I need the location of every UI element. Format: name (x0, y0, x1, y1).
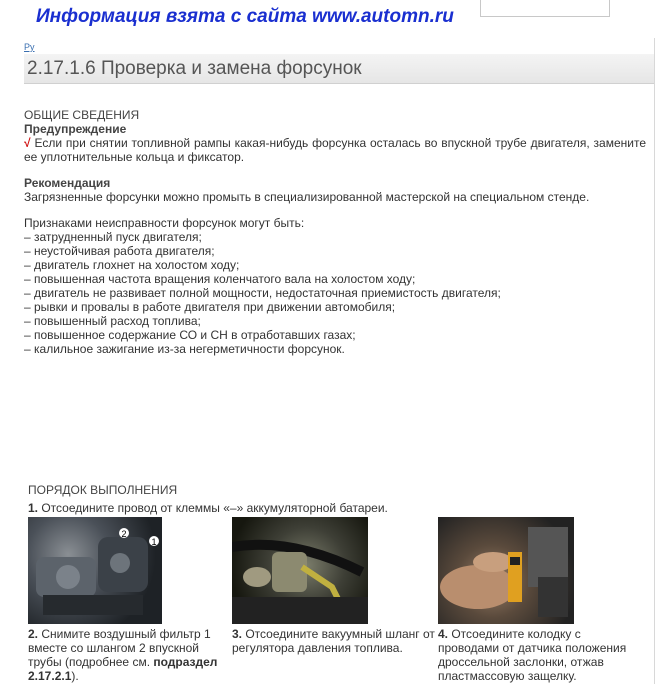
source-banner (28, 0, 480, 40)
engine-air-filter-illustration (28, 517, 162, 624)
recommendation-text: Загрязненные форсунки можно промыть в специализированной мастерской на специальном стенде. (24, 190, 590, 204)
warning-text: Если при снятии топливной рампы какая-нибудь форсунка осталась во впускной трубе двигателя, замените ее уплотнительные кольца и фиксатор. (24, 136, 646, 164)
procedure-heading: ПОРЯДОК ВЫПОЛНЕНИЯ (28, 483, 178, 497)
vacuum-hose-illustration (232, 517, 368, 624)
step-1 (28, 501, 388, 515)
step-1-text: Отсоедините провод от клеммы «–» аккумуляторной батареи. (38, 501, 388, 515)
article-body (24, 108, 646, 356)
step-2-end: ). (71, 669, 79, 683)
general-heading: ОБЩИЕ СВЕДЕНИЯ (24, 108, 140, 122)
warning-label: Предупреждение (24, 122, 127, 136)
list-item: – повышенное содержание СО и СН в отработавших газах; (24, 328, 356, 342)
list-item: – неустойчивая работа двигателя; (24, 244, 215, 258)
step-2-number: 2. (28, 627, 39, 641)
engine-air-filter-photo (28, 517, 162, 624)
step-2-text: Снимите воздушный фильтр 1 вместе со шлангом 2 впускной трубы (подробнее см. (28, 627, 211, 669)
step-4-text: Отсоедините колодку с проводами от датчика положения дроссельной заслонки, отжав пластмассовую защелку. (438, 627, 627, 683)
step-3-text: Отсоедините вакуумный шланг от регулятора давления топлива. (232, 627, 435, 655)
photo-label-1: 1 (151, 537, 157, 547)
photo-label-2: 2 (121, 529, 127, 539)
list-item: – двигатель глохнет на холостом ходу; (24, 258, 240, 272)
list-item: – затрудненный пуск двигателя; (24, 230, 202, 244)
fuel-pressure-regulator-photo (232, 517, 368, 624)
list-item: – рывки и провалы в работе двигателя при движении автомобиля; (24, 300, 396, 314)
check-icon: √ (24, 136, 31, 150)
step-1-number: 1. (28, 501, 39, 515)
source-banner-text: Информация взята с сайта www.automn.ru (36, 6, 454, 27)
recommendation-label: Рекомендация (24, 176, 111, 190)
title-bar (24, 54, 654, 84)
step-2-reference-link[interactable]: подраздел 2.17.2.1 (28, 655, 218, 683)
throttle-sensor-connector-photo (438, 517, 574, 624)
list-item: – повышенный расход топлива; (24, 314, 201, 328)
list-item: – двигатель не развивает полной мощности, недостаточная приемистость двигателя; (24, 286, 501, 300)
step-3 (232, 627, 438, 655)
step-4-number: 4. (438, 627, 449, 641)
list-item: – повышенная частота вращения коленчатого вала на холостом ходу; (24, 272, 416, 286)
top-frame (480, 0, 610, 17)
signs-intro: Признаками неисправности форсунок могут быть: (24, 216, 305, 230)
step-4 (438, 627, 638, 683)
language-link[interactable]: Ру (24, 42, 35, 52)
warning-paragraph (24, 136, 646, 164)
page-title: 2.17.1.6 Проверка и замена форсунок (27, 58, 362, 79)
connector-hand-illustration (438, 517, 574, 624)
step-3-number: 3. (232, 627, 243, 641)
right-divider (654, 38, 655, 684)
step-2 (28, 627, 228, 683)
list-item: – калильное зажигание из-за негерметичности форсунок. (24, 342, 345, 356)
